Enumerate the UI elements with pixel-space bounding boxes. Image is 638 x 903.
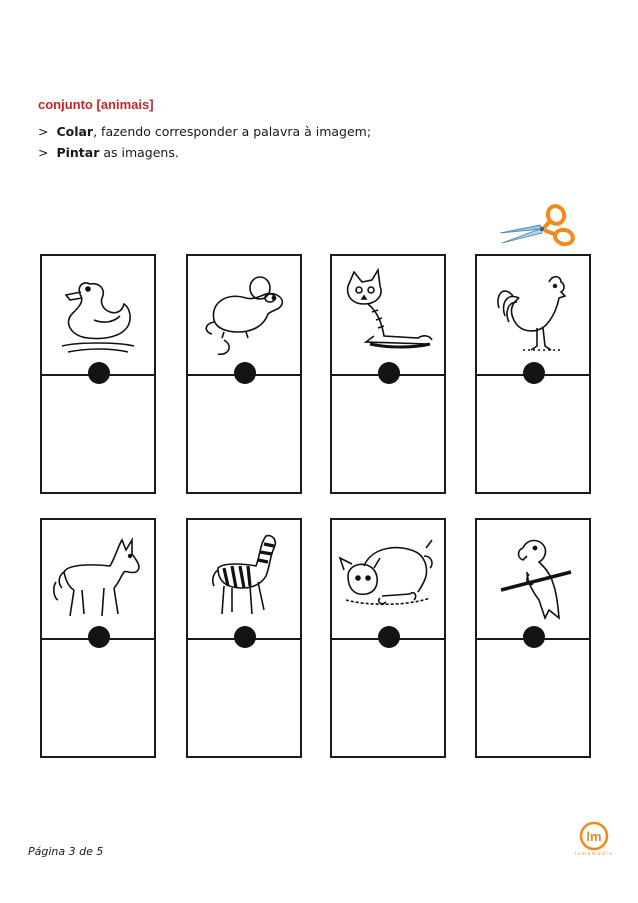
cut-card-parrot[interactable]: [475, 518, 591, 758]
instruction-verb: Pintar: [56, 145, 100, 160]
cut-card-zebra[interactable]: [186, 518, 302, 758]
instruction-1: [38, 124, 371, 139]
instruction-marker: >: [38, 145, 49, 160]
cut-card-mouse[interactable]: [186, 254, 302, 494]
word-paste-area[interactable]: [477, 641, 589, 756]
instruction-verb: Colar: [56, 124, 94, 139]
donkey-icon: [48, 526, 148, 630]
word-paste-area[interactable]: [332, 641, 444, 756]
card-picture: [42, 520, 154, 640]
word-paste-area[interactable]: [42, 377, 154, 492]
scissors-icon: [496, 203, 580, 249]
zebra-icon: [194, 526, 294, 630]
word-paste-area[interactable]: [188, 377, 300, 492]
page-title: conjunto [animais]: [38, 97, 154, 112]
card-picture: [188, 256, 300, 376]
cat-icon: [338, 262, 438, 366]
cut-card-dog[interactable]: [330, 518, 446, 758]
rooster-icon: [483, 262, 583, 366]
instruction-text: , fazendo corresponder a palavra à imagem;: [93, 124, 372, 139]
logo-mark: lm: [586, 829, 602, 844]
word-paste-area[interactable]: [477, 377, 589, 492]
card-picture: [332, 520, 444, 640]
mouse-icon: [194, 262, 294, 366]
cut-card-donkey[interactable]: [40, 518, 156, 758]
duck-icon: [48, 262, 148, 366]
word-paste-area[interactable]: [188, 641, 300, 756]
page-number: Página 3 de 5: [28, 845, 104, 858]
instruction-marker: >: [38, 124, 49, 139]
instruction-text: as imagens.: [99, 145, 179, 160]
cut-card-rooster[interactable]: [475, 254, 591, 494]
card-picture: [188, 520, 300, 640]
card-picture: [477, 256, 589, 376]
cut-card-duck[interactable]: [40, 254, 156, 494]
word-paste-area[interactable]: [332, 377, 444, 492]
logo-wordmark: lamamedia: [574, 852, 614, 857]
instruction-2: [38, 145, 179, 160]
dog-icon: [338, 526, 438, 630]
card-picture: [477, 520, 589, 640]
word-paste-area[interactable]: [42, 641, 154, 756]
card-picture: [332, 256, 444, 376]
parrot-icon: [483, 526, 583, 630]
card-picture: [42, 256, 154, 376]
cut-card-cat[interactable]: [330, 254, 446, 494]
